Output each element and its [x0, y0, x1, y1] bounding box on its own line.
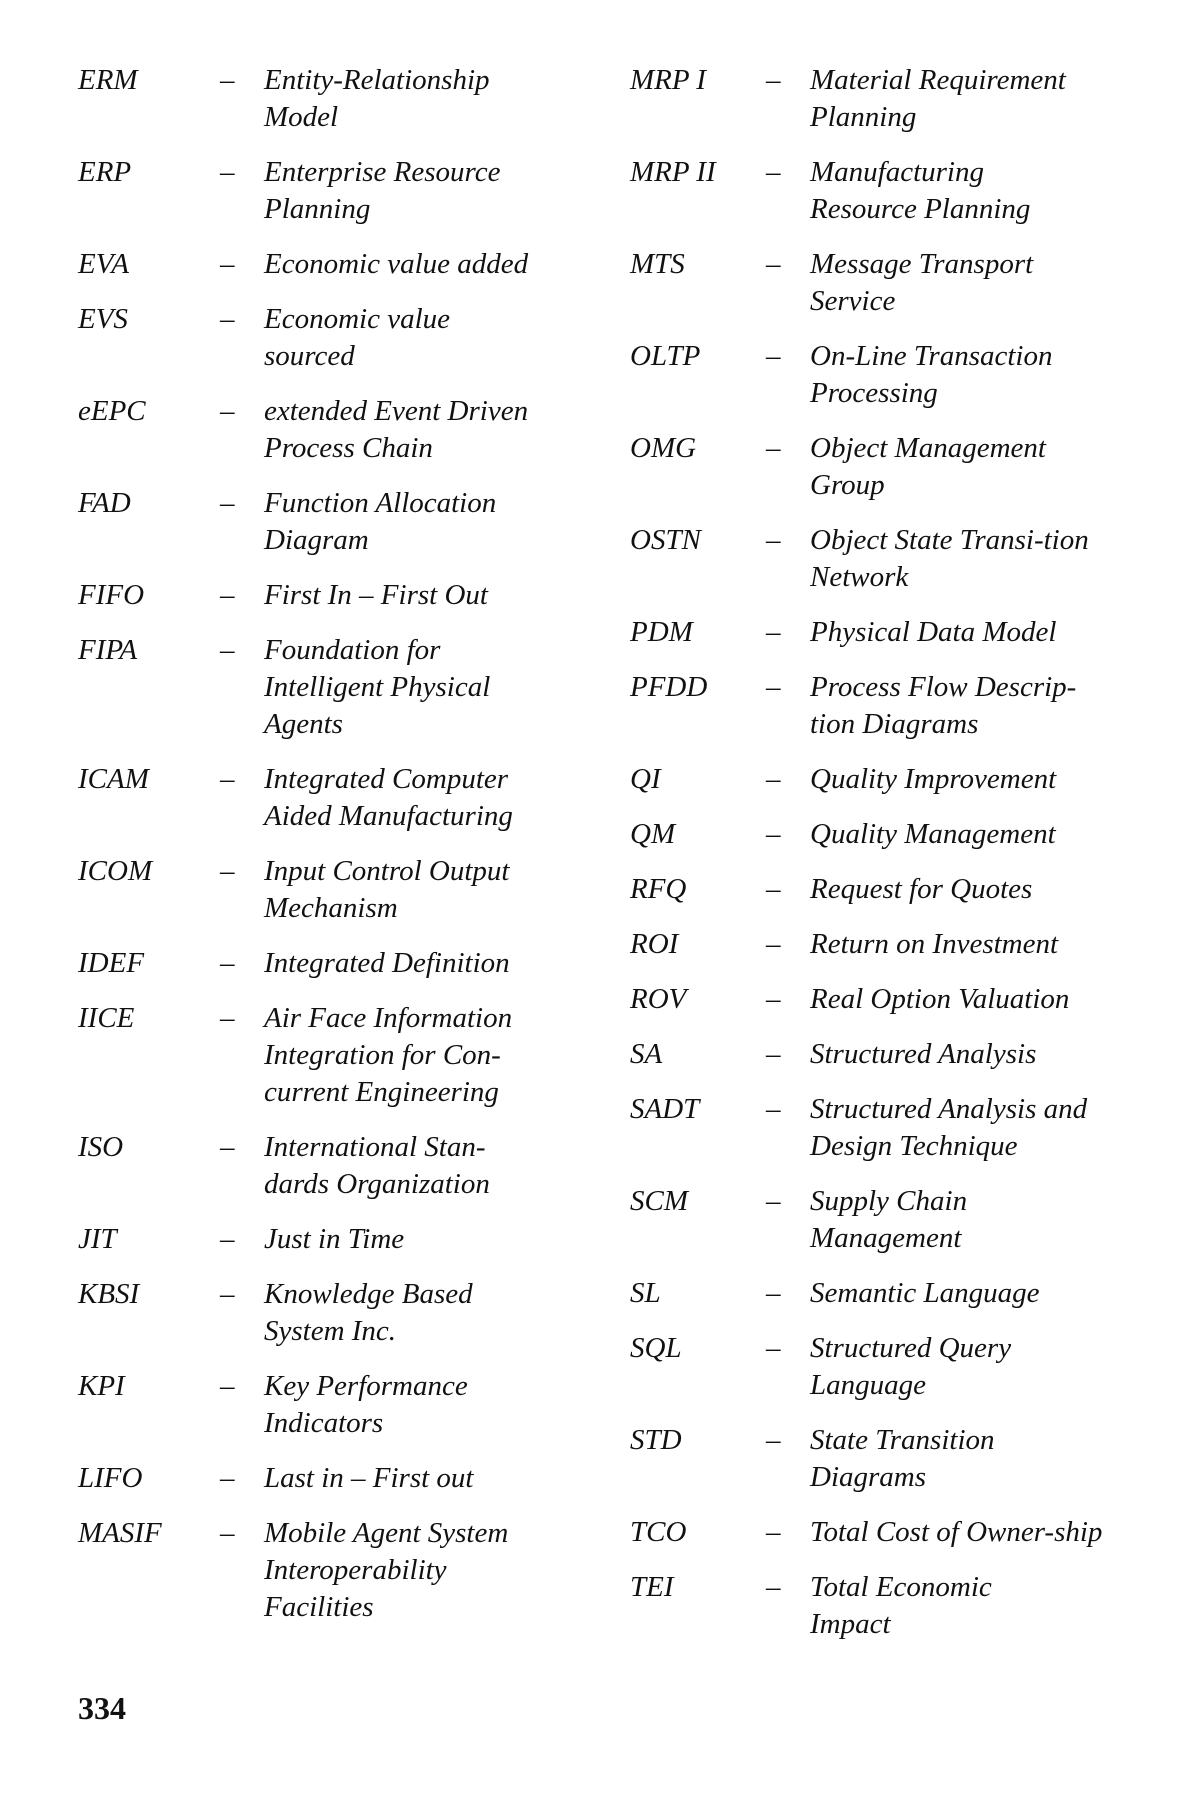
list-item	[630, 338, 1170, 412]
list-item	[78, 1000, 598, 1111]
dash: –	[220, 763, 235, 795]
dash: –	[766, 983, 781, 1015]
dash: –	[766, 1277, 781, 1309]
abbreviation: OMG	[630, 432, 697, 464]
abbreviation-column-right	[630, 62, 1170, 1661]
abbreviation: LIFO	[78, 1462, 143, 1494]
definition: Real Option Valuation	[810, 983, 1070, 1015]
abbreviation: EVS	[78, 303, 128, 335]
list-item	[630, 430, 1170, 504]
abbreviation: ICOM	[78, 855, 153, 887]
definition: Enterprise Resource Planning	[264, 156, 501, 225]
abbreviation: FIFO	[78, 579, 145, 611]
definition: Integrated Definition	[264, 947, 510, 979]
list-item	[78, 301, 598, 375]
list-item	[78, 485, 598, 559]
dash: –	[766, 763, 781, 795]
list-item	[78, 632, 598, 743]
dash: –	[220, 947, 235, 979]
dash: –	[220, 487, 235, 519]
list-item	[630, 1422, 1170, 1496]
dash: –	[766, 1571, 781, 1603]
dash: –	[220, 1370, 235, 1402]
definition: Input Control Output Mechanism	[264, 855, 510, 924]
list-item	[630, 154, 1170, 228]
dash: –	[766, 873, 781, 905]
dash: –	[766, 1516, 781, 1548]
abbreviation: IDEF	[78, 947, 145, 979]
list-item	[78, 62, 598, 136]
list-item	[78, 761, 598, 835]
abbreviation: MTS	[630, 248, 685, 280]
abbreviation: ICAM	[78, 763, 149, 795]
abbreviation: QM	[630, 818, 676, 850]
abbreviation: STD	[630, 1424, 682, 1456]
dash: –	[220, 855, 235, 887]
dash: –	[220, 248, 235, 280]
abbreviation: eEPC	[78, 395, 146, 427]
definition: Supply Chain Management	[810, 1185, 968, 1254]
dash: –	[766, 248, 781, 280]
definition: International Stan-dards Organization	[264, 1131, 490, 1200]
definition: Semantic Language	[810, 1277, 1040, 1309]
list-item	[78, 577, 598, 614]
dash: –	[220, 156, 235, 188]
abbreviation: MRP II	[630, 156, 716, 188]
definition: Total Cost of Owner-ship	[810, 1516, 1103, 1548]
list-item	[630, 669, 1170, 743]
abbreviation: PFDD	[630, 671, 708, 703]
definition: Object Management Group	[810, 432, 1046, 501]
abbreviation: KBSI	[78, 1278, 140, 1310]
definition: Function Allocation Diagram	[264, 487, 497, 556]
definition: Request for Quotes	[810, 873, 1033, 905]
definition: Quality Management	[810, 818, 1056, 850]
definition: Structured Query Language	[810, 1332, 1012, 1401]
abbreviation: OSTN	[630, 524, 701, 556]
definition: Structured Analysis	[810, 1038, 1037, 1070]
dash: –	[766, 432, 781, 464]
list-item	[78, 393, 598, 467]
dash: –	[766, 1093, 781, 1125]
abbreviation: QI	[630, 763, 661, 795]
definition: Total Economic Impact	[810, 1571, 992, 1640]
dash: –	[766, 1332, 781, 1364]
abbreviation: TEI	[630, 1571, 674, 1603]
dash: –	[766, 156, 781, 188]
abbreviation: FAD	[78, 487, 131, 519]
list-item	[630, 1330, 1170, 1404]
dash: –	[766, 818, 781, 850]
abbreviation: ROV	[630, 983, 687, 1015]
abbreviation: ROI	[630, 928, 679, 960]
dash: –	[766, 64, 781, 96]
list-item	[630, 1275, 1170, 1312]
definition: On-Line Transaction Processing	[810, 340, 1053, 409]
list-item	[78, 1368, 598, 1442]
dash: –	[766, 524, 781, 556]
dash: –	[220, 1223, 235, 1255]
abbreviation: IICE	[78, 1002, 135, 1034]
definition: Key Performance Indicators	[264, 1370, 468, 1439]
abbreviation: FIPA	[78, 634, 138, 666]
definition: Economic value sourced	[264, 303, 451, 372]
definition: Entity-Relationship Model	[264, 64, 490, 133]
list-item	[78, 1221, 598, 1258]
definition: State Transition Diagrams	[810, 1424, 995, 1493]
list-item	[630, 871, 1170, 908]
dash: –	[766, 340, 781, 372]
abbreviation: MASIF	[78, 1517, 162, 1549]
abbreviation: PDM	[630, 616, 693, 648]
abbreviation: EVA	[78, 248, 129, 280]
abbreviation: RFQ	[630, 873, 687, 905]
list-item	[630, 816, 1170, 853]
dash: –	[766, 671, 781, 703]
definition: Physical Data Model	[810, 616, 1057, 648]
list-item	[630, 1514, 1170, 1551]
dash: –	[220, 395, 235, 427]
definition: Object State Transi-tion Network	[810, 524, 1089, 593]
list-item	[630, 1569, 1170, 1643]
abbreviation: SL	[630, 1277, 661, 1309]
dash: –	[220, 634, 235, 666]
list-item	[630, 1036, 1170, 1073]
dash: –	[220, 1278, 235, 1310]
definition: Return on Investment	[810, 928, 1059, 960]
list-item	[630, 926, 1170, 963]
abbreviation-column-left	[78, 62, 598, 1644]
list-item	[78, 945, 598, 982]
list-item	[78, 1460, 598, 1497]
abbreviation: JIT	[78, 1223, 117, 1255]
list-item	[630, 981, 1170, 1018]
dash: –	[766, 616, 781, 648]
dash: –	[766, 1185, 781, 1217]
definition: Just in Time	[264, 1223, 405, 1255]
definition: First In – First Out	[264, 579, 488, 611]
definition: Mobile Agent System Interoperability Facilities	[264, 1517, 509, 1623]
list-item	[630, 761, 1170, 798]
abbreviation: TCO	[630, 1516, 687, 1548]
dash: –	[220, 1517, 235, 1549]
list-item	[630, 246, 1170, 320]
list-item	[78, 1515, 598, 1626]
list-item	[630, 614, 1170, 651]
definition: Air Face Information Integration for Con-current Engineering	[264, 1002, 513, 1108]
definition: Last in – First out	[264, 1462, 474, 1494]
definition: Structured Analysis and Design Technique	[810, 1093, 1088, 1162]
dash: –	[766, 1424, 781, 1456]
list-item	[78, 853, 598, 927]
list-item	[630, 62, 1170, 136]
abbreviation: ERM	[78, 64, 138, 96]
definition: Process Flow Descrip-tion Diagrams	[810, 671, 1077, 740]
definition: Integrated Computer Aided Manufacturing	[264, 763, 513, 832]
definition: Manufacturing Resource Planning	[810, 156, 1031, 225]
abbreviation: OLTP	[630, 340, 701, 372]
dash: –	[220, 303, 235, 335]
abbreviation: KPI	[78, 1370, 125, 1402]
list-item	[630, 1091, 1170, 1165]
dash: –	[220, 1002, 235, 1034]
list-item	[630, 522, 1170, 596]
abbreviation: ISO	[78, 1131, 124, 1163]
abbreviation: SQL	[630, 1332, 682, 1364]
dash: –	[220, 1462, 235, 1494]
abbreviation: SCM	[630, 1185, 688, 1217]
definition: Foundation for Intelligent Physical Agents	[264, 634, 491, 740]
dash: –	[220, 579, 235, 611]
abbreviation: SA	[630, 1038, 663, 1070]
list-item	[78, 154, 598, 228]
dash: –	[766, 928, 781, 960]
definition: extended Event Driven Process Chain	[264, 395, 529, 464]
page-number: 334	[78, 1690, 126, 1726]
list-item	[78, 1129, 598, 1203]
abbreviation: MRP I	[630, 64, 706, 96]
list-item	[630, 1183, 1170, 1257]
definition: Quality Improvement	[810, 763, 1057, 795]
definition: Knowledge Based System Inc.	[264, 1278, 473, 1347]
definition: Message Transport Service	[810, 248, 1034, 317]
abbreviation: ERP	[78, 156, 132, 188]
definition: Material Requirement Planning	[810, 64, 1066, 133]
abbreviation: SADT	[630, 1093, 700, 1125]
list-item	[78, 246, 598, 283]
dash: –	[220, 1131, 235, 1163]
list-item	[78, 1276, 598, 1350]
definition: Economic value added	[264, 248, 529, 280]
dash: –	[766, 1038, 781, 1070]
dash: –	[220, 64, 235, 96]
